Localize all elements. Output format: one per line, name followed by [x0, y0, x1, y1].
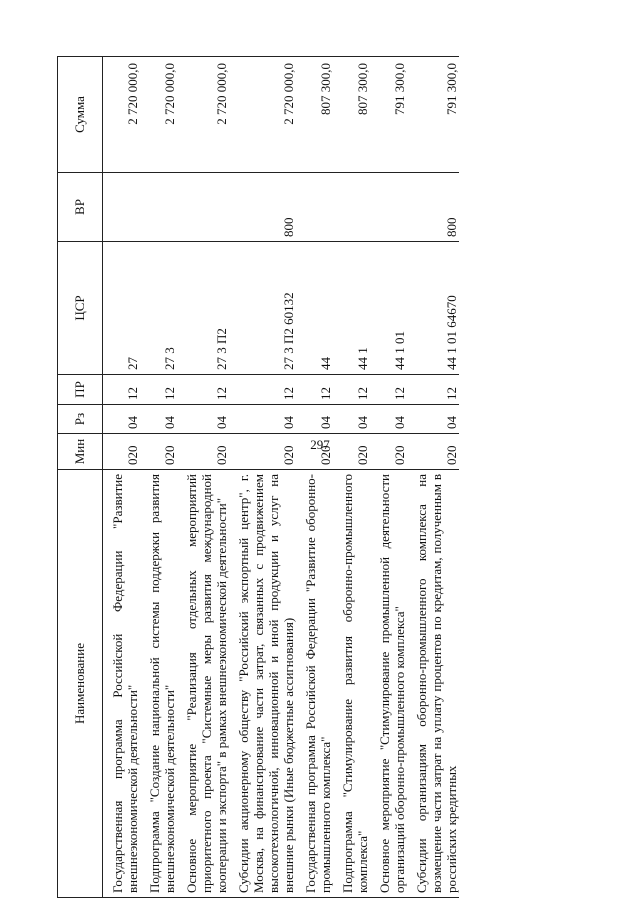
row-rz: 04: [407, 405, 459, 434]
header-sum: Сумма: [58, 57, 103, 173]
row-name: Государственная программа Российской Федерации "Развитие внешнеэкономической деятельности": [103, 470, 141, 898]
row-vr: [333, 173, 370, 242]
budget-table: [57, 56, 459, 898]
row-csr: 44: [296, 242, 333, 375]
table-row: [333, 57, 370, 898]
row-min: 020: [140, 434, 177, 470]
row-csr: 27 3 П2: [177, 242, 229, 375]
table-row: [177, 57, 229, 898]
row-csr: 44 1 01 64670: [407, 242, 459, 375]
row-rz: 04: [177, 405, 229, 434]
row-rz: 04: [103, 405, 141, 434]
row-csr: 27 3 П2 60132: [229, 242, 296, 375]
page-number: 297: [310, 437, 330, 452]
row-pr: 12: [333, 375, 370, 405]
row-pr: 12: [296, 375, 333, 405]
row-min: 020: [370, 434, 407, 470]
row-name: Субсидии акционерному обществу "Российский экспортный центр", г. Москва, на финансирование части затрат, связанных с продвижением высокотехнологичной, инновационной и иной продукции и услуг на внешние рынки (Иные бюджетные ассигнования): [229, 470, 296, 898]
header-name: Наименование: [58, 470, 103, 898]
row-min: 020: [333, 434, 370, 470]
row-vr: [370, 173, 407, 242]
row-sum: 791 300,0: [370, 57, 407, 173]
row-csr: 27: [103, 242, 141, 375]
row-name: Основное мероприятие "Реализация отдельных мероприятий приоритетного проекта "Системные меры развития международной кооперации и экспорта" в рамках внешнеэкономической деятельности": [177, 470, 229, 898]
row-name: Подпрограмма "Стимулирование развития оборонно-промышленного комплекса": [333, 470, 370, 898]
row-pr: 12: [103, 375, 141, 405]
row-csr: 44 1: [333, 242, 370, 375]
row-sum: 2 720 000,0: [140, 57, 177, 173]
row-pr: 12: [140, 375, 177, 405]
row-csr: 44 1 01: [370, 242, 407, 375]
row-min: 020: [407, 434, 459, 470]
header-csr: ЦСР: [58, 242, 103, 375]
table-row: [140, 57, 177, 898]
row-rz: 04: [229, 405, 296, 434]
row-vr: [103, 173, 141, 242]
header-min: Мин: [58, 434, 103, 470]
row-sum: 2 720 000,0: [229, 57, 296, 173]
row-vr: 800: [229, 173, 296, 242]
row-sum: 807 300,0: [333, 57, 370, 173]
header-rz: Рз: [58, 405, 103, 434]
header-vr: ВР: [58, 173, 103, 242]
row-name: Государственная программа Российской Федерации "Развитие оборонно-промышленного комплекса": [296, 470, 333, 898]
table-row: [103, 57, 141, 898]
row-name: Основное мероприятие "Стимулирование промышленной деятельности организаций оборонно-промышленного комплекса": [370, 470, 407, 898]
row-sum: 807 300,0: [296, 57, 333, 173]
header-pr: ПР: [58, 375, 103, 405]
row-rz: 04: [370, 405, 407, 434]
row-vr: [296, 173, 333, 242]
table-row: [229, 57, 296, 898]
row-min: 020: [103, 434, 141, 470]
row-rz: 04: [333, 405, 370, 434]
row-min: 020: [296, 434, 333, 470]
row-vr: [177, 173, 229, 242]
row-name: Субсидии организациям оборонно-промышленного комплекса на возмещение части затрат на уплату процентов по кредитам, полученным в российских кредитных: [407, 470, 459, 898]
row-sum: 791 300,0: [407, 57, 459, 173]
row-pr: 12: [177, 375, 229, 405]
row-min: 020: [229, 434, 296, 470]
table-header-row: [58, 57, 103, 898]
table-row: [407, 57, 459, 898]
row-pr: 12: [407, 375, 459, 405]
rotated-page-content: [57, 57, 613, 898]
row-rz: 04: [140, 405, 177, 434]
row-rz: 04: [296, 405, 333, 434]
row-pr: 12: [229, 375, 296, 405]
row-sum: 2 720 000,0: [103, 57, 141, 173]
row-pr: 12: [370, 375, 407, 405]
table-row: [296, 57, 333, 898]
row-csr: 27 3: [140, 242, 177, 375]
table-row: [370, 57, 407, 898]
row-name: Подпрограмма "Создание национальной системы поддержки развития внешнеэкономической деятельности": [140, 470, 177, 898]
row-vr: [140, 173, 177, 242]
row-sum: 2 720 000,0: [177, 57, 229, 173]
row-vr: 800: [407, 173, 459, 242]
row-min: 020: [177, 434, 229, 470]
